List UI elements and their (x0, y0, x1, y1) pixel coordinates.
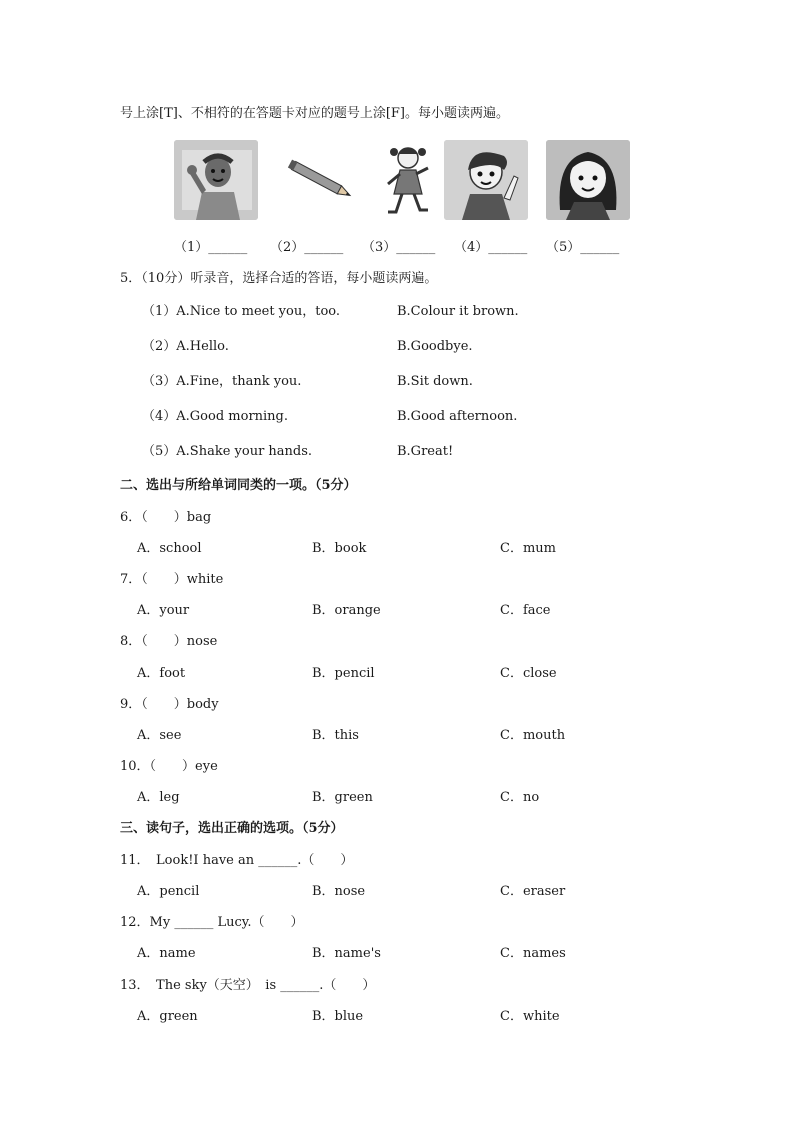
picture-3 (366, 140, 450, 220)
q10-stem: 10．（ ）eye (120, 759, 218, 774)
q5-4-option-b[interactable]: B.Good afternoon. (397, 409, 518, 424)
q5-1-option-a[interactable]: （1）A.Nice to meet you，too. (142, 304, 341, 319)
q8-option-b[interactable]: B．pencil (312, 666, 375, 681)
picture-blank-4[interactable]: （4）______ (454, 240, 528, 255)
q13-option-a[interactable]: A．green (137, 1009, 198, 1024)
q13-option-b[interactable]: B．blue (312, 1009, 364, 1024)
q7-option-c[interactable]: C．face (500, 603, 551, 618)
q7-option-b[interactable]: B．orange (312, 603, 381, 618)
q5-2-option-a[interactable]: （2）A.Hello. (142, 339, 229, 354)
q5-3-option-a[interactable]: （3）A.Fine，thank you. (142, 374, 302, 389)
picture-2 (280, 140, 364, 220)
q13-stem: 13． The sky（天空） is ______.（ ） (120, 978, 376, 993)
q8-option-a[interactable]: A．foot (137, 666, 186, 681)
q11-option-b[interactable]: B．nose (312, 884, 366, 899)
q12-option-a[interactable]: A．name (137, 946, 196, 961)
q5-2-option-b[interactable]: B.Goodbye. (397, 339, 473, 354)
picture-blank-3[interactable]: （3）______ (362, 240, 436, 255)
q6-stem: 6．（ ）bag (120, 510, 212, 525)
q12-option-b[interactable]: B．name's (312, 946, 381, 961)
q5-1-option-b[interactable]: B.Colour it brown. (397, 304, 519, 319)
q5-5-option-a[interactable]: （5）A.Shake your hands. (142, 444, 313, 459)
picture-blank-1[interactable]: （1）______ (174, 240, 248, 255)
q9-option-a[interactable]: A．see (137, 728, 182, 743)
q13-option-c[interactable]: C．white (500, 1009, 560, 1024)
q6-option-b[interactable]: B．book (312, 541, 367, 556)
q11-option-a[interactable]: A．pencil (137, 884, 200, 899)
picture-4 (444, 140, 528, 220)
q10-option-a[interactable]: A．leg (137, 790, 180, 805)
girl-running-icon (366, 140, 450, 220)
q7-stem: 7．（ ）white (120, 572, 224, 587)
boy-waving-icon (444, 140, 528, 220)
q8-stem: 8．（ ）nose (120, 634, 218, 649)
q8-option-c[interactable]: C．close (500, 666, 557, 681)
q11-option-c[interactable]: C．eraser (500, 884, 566, 899)
q5-5-option-b[interactable]: B.Great! (397, 444, 454, 459)
picture-5 (546, 140, 630, 220)
q9-option-b[interactable]: B．this (312, 728, 359, 743)
q5-3-option-b[interactable]: B.Sit down. (397, 374, 473, 389)
q10-option-c[interactable]: C．no (500, 790, 540, 805)
q12-option-c[interactable]: C．names (500, 946, 566, 961)
section2-title: 二、选出与所给单词同类的一项。（5分） (120, 478, 357, 493)
intro-instruction: 号上涂[T]、不相符的在答题卡对应的题号上涂[F]。每小题读两遍。 (120, 106, 509, 121)
picture-1 (174, 140, 258, 220)
pencil-icon (280, 140, 364, 220)
q5-4-option-a[interactable]: （4）A.Good morning. (142, 409, 289, 424)
picture-blank-2[interactable]: （2）______ (270, 240, 344, 255)
section3-title: 三、读句子，选出正确的选项。（5分） (120, 821, 344, 836)
q5-title: 5．（10分）听录音，选择合适的答语，每小题读两遍。 (120, 271, 438, 286)
q6-option-a[interactable]: A．school (137, 541, 202, 556)
q10-option-b[interactable]: B．green (312, 790, 373, 805)
q6-option-c[interactable]: C．mum (500, 541, 556, 556)
boy-waving-icon (174, 140, 258, 220)
picture-blank-5[interactable]: （5）______ (546, 240, 620, 255)
girl-portrait-icon (546, 140, 630, 220)
q9-option-c[interactable]: C．mouth (500, 728, 566, 743)
q7-option-a[interactable]: A．your (137, 603, 190, 618)
q11-stem: 11． Look!I have an ______.（ ） (120, 853, 354, 868)
q9-stem: 9．（ ）body (120, 697, 219, 712)
q12-stem: 12．My ______ Lucy.（ ） (120, 915, 304, 930)
